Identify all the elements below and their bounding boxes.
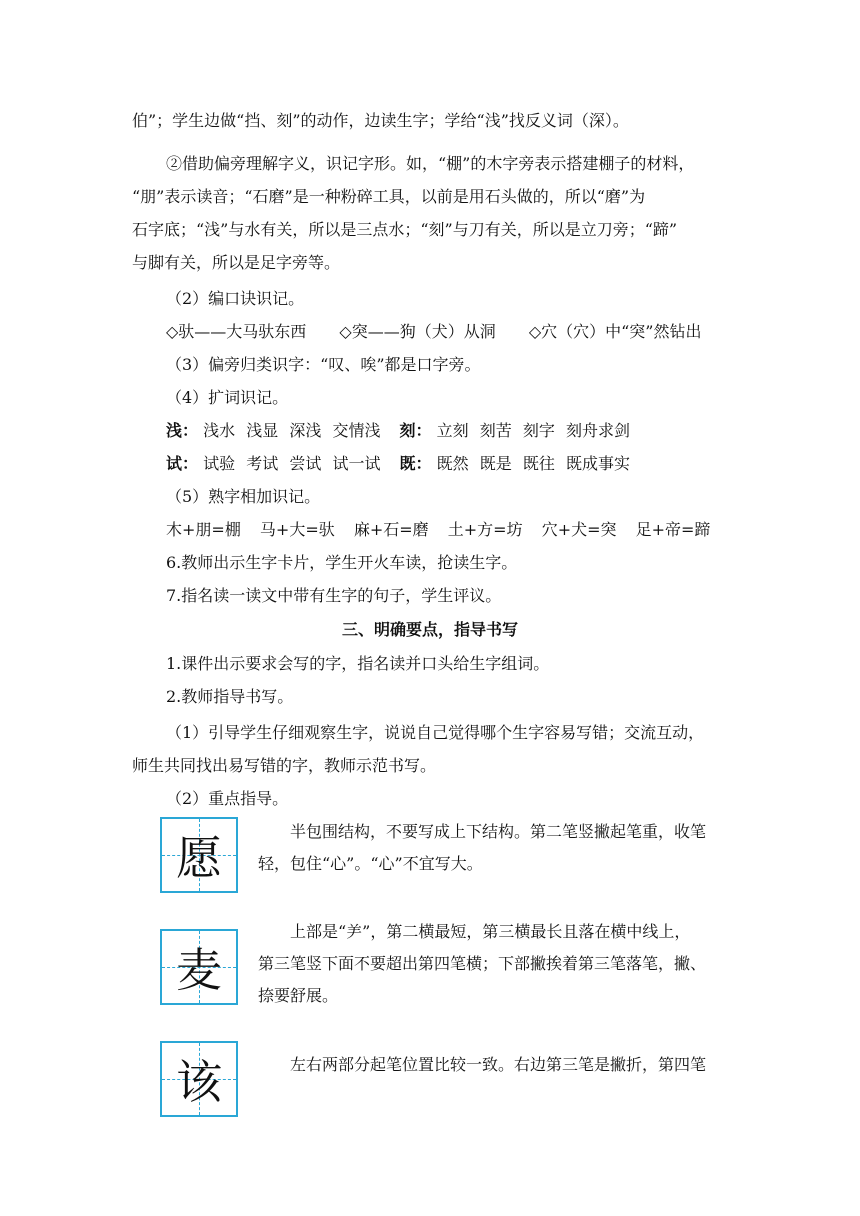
section-heading: 三、明确要点，指导书写 [341,620,518,639]
combo: 木+朋=棚 [166,520,241,539]
word: 交情浅 [332,421,381,440]
word: 试一试 [332,454,381,473]
word: 试验 [203,454,236,473]
radical-line: （3）偏旁归类识字：“叹、唉”都是口字旁。 [166,355,481,374]
word: 刻苦 [479,421,512,440]
combo: 麻+石=磨 [353,520,429,539]
rhyme-item: ◇突——狗（犬）从洞 [339,322,496,341]
word: 尝试 [289,454,322,473]
paragraph-line: ②借助偏旁理解字义，识记字形。如，“棚”的木字旁表示搭建棚子的材料， [166,154,695,173]
tianzige-box [160,1041,238,1117]
word: 刻字 [522,421,555,440]
word: 深浅 [289,421,322,440]
note-line: 左右两部分起笔位置比较一致。右边第三笔是撇折，第四笔 [290,1055,707,1074]
word-label: 试： [166,454,199,473]
combo: 土+方=坊 [447,520,523,539]
character-note [258,916,738,1012]
model-character: 麦 [176,943,222,997]
word: 浅水 [203,421,236,440]
word-row [166,420,636,442]
combo: 马+大=驮 [259,520,335,539]
paragraph-line: 师生共同找出易写错的字，教师示范书写。 [132,756,437,775]
rhyme-item: ◇驮——大马驮东西 [166,322,307,341]
word: 考试 [246,454,279,473]
word-row [166,453,636,475]
step-line: 7.指名读一读文中带有生字的句子，学生评议。 [166,586,502,605]
combo: 足+帝=蹄 [635,520,711,539]
subsection-title: （2）编口诀识记。 [166,289,305,308]
word: 既成事实 [565,454,630,473]
word-label: 浅： [166,421,199,440]
word: 既是 [479,454,512,473]
note-line: 捺要舒展。 [258,986,339,1005]
model-character: 愿 [176,831,222,885]
rhyme-line [166,321,701,343]
step-line: 1.课件出示要求会写的字，指名读并口头给生字组词。 [166,654,550,673]
word: 刻舟求剑 [565,421,630,440]
word: 立刻 [436,421,469,440]
tianzige-box [160,929,238,1005]
combo: 穴+犬=突 [541,520,617,539]
paragraph-line: “朋”表示读音；“石磨”是一种粉碎工具，以前是用石头做的，所以“磨”为 [132,187,646,206]
character-note [258,816,738,880]
paragraph-line: 与脚有关，所以是足字旁等。 [132,253,341,272]
word: 既然 [436,454,469,473]
tianzige-box [160,817,238,893]
rhyme-item: ◇穴（穴）中“突”然钻出 [528,322,702,341]
paragraph-line: 伯”；学生边做“挡、刻”的动作，边读生字；学给“浅”找反义词（深）。 [132,111,629,130]
model-character: 该 [176,1055,222,1109]
note-line: 第三笔竖下面不要超出第四笔横；下部撇挨着第三笔落笔，撇、 [258,954,707,973]
note-line: 上部是“⺶”，第二横最短，第三横最长且落在横中线上， [290,922,691,941]
word-label: 刻： [399,421,432,440]
subsection-title: （5）熟字相加识记。 [166,487,321,506]
character-note [258,1049,738,1081]
word: 既往 [522,454,555,473]
paragraph-line: 石字底；“浅”与水有关，所以是三点水；“刻”与刀有关，所以是立刀旁；“蹄” [132,220,678,239]
subsection-title: （4）扩词识记。 [166,388,289,407]
note-line: 半包围结构，不要写成上下结构。第二笔竖撇起笔重，收笔 [290,822,707,841]
note-line: 轻，包住“心”。“心”不宜写大。 [258,854,483,873]
step-line: 2.教师指导书写。 [166,687,294,706]
paragraph-line: （1）引导学生仔细观察生字，说说自己觉得哪个生字容易写错；交流互动， [166,723,705,742]
subsection-title: （2）重点指导。 [166,789,289,808]
step-line: 6.教师出示生字卡片，学生开火车读，抢读生字。 [166,553,518,572]
word: 浅显 [246,421,279,440]
combo-row [166,519,710,541]
word-label: 既： [399,454,432,473]
